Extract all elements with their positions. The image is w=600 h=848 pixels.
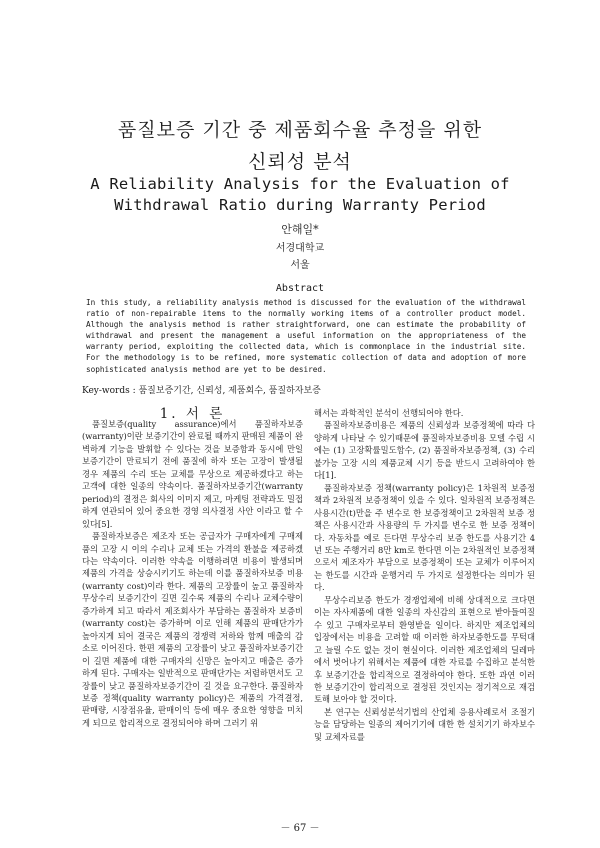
section-heading-introduction: 1. 서 론 <box>159 406 226 422</box>
city: 서울 <box>290 260 310 271</box>
title-korean-line2: 신뢰성 분석 <box>248 151 352 173</box>
paragraph: 품질하자보증비용은 제품의 신뢰성과 보증정책에 따라 다양하게 나타날 수 있기때문에 품질하자보증비용 모델 수립 시에는 (1) 고장확률밀도함수, (2) 품질하자보증정책, (3) 수리 불가능 고장 시의 제품교체 시기 등을 반드시 고려하여야 한다[1]. <box>314 420 535 481</box>
title-english-line1: A Reliability Analysis for the Evaluation of <box>90 175 510 193</box>
right-column <box>314 407 535 743</box>
left-column <box>82 418 303 729</box>
affiliation: 서경대학교 <box>275 243 325 254</box>
paragraph: 본 연구는 신뢰성분석기법의 산업체 응용사례로서 조절기능을 담당하는 일종의 제어기기에 대한 한 설치기기 하자보수 및 교체자료를 <box>314 706 535 742</box>
paragraph: 해서는 과학적인 분석이 선행되어야 한다. <box>314 408 464 418</box>
author: 안해일* <box>281 223 319 236</box>
paragraph: 무상수리보증 한도가 경쟁업체에 비해 상대적으로 크다면 이는 자사제품에 대한 일종의 자신감의 표현으로 받아들여질 수 있고 구매자로부터 환영받을 일이다. 하지만 제조업체의 입장에서는 비용을 고려할 때 이러한 하자보증한도를 무턱대고 늘릴 수도 없는 것이 현실이다. 이러한 제조업체의 딜레마에서 벗어나기 위해서는 제품에 대한 자료를 수집하고 분석한 후 보증기간을 합리적으로 결정하여야 한다. 또한 과연 이러한 보증기간이 합리적으로 결정된 것인지는 정기적으로 재검토해 보아야 할 것이다. <box>314 594 535 705</box>
paragraph: 품질하자보증은 제조자 또는 공급자가 구매자에게 구매제품의 고장 시 이의 수리나 교체 또는 가격의 환불을 제공하겠다는 약속이다. 이러한 약속을 이행하려면 비용이 발생되며 제품의 가격을 상승시키기도 하는데 이를 품질하자보증 비용(warranty cost)이라 한다. 제품의 고장률이 높고 품질하자 무상수리 보증기간이 길면 길수록 제품의 수리나 교체수량이 증가하게 되고 따라서 제조회사가 부담하는 품질하자 보증비(warranty cost)는 증가하며 이로 인해 제품의 판매단가가 높아지게 되어 결국은 제품의 경쟁력 저하와 함께 매출의 감소로 이어진다. 한편 제품의 고장률이 낮고 품질하자보증기간이 길면 제품에 대한 구매자의 신망은 높아지고 매출은 증가하게 된다. 구매자는 일반적으로 판매단가는 저렴하면서도 고장률이 낮고 품질하자보증기간이 길 것을 요구한다. 품질하자보증 정책(quality warranty policy)은 제품의 가격결정, 판매량, 시장점유율, 판매이익 등에 매우 중요한 영향을 미치게 되므로 합리적으로 결정되어야 하며 그러기 위 <box>82 531 303 728</box>
abstract-heading: Abstract <box>275 283 325 294</box>
paragraph: 품질하자보증 정책(warranty policy)은 1차원적 보증정책과 2차원적 보증정책이 있을 수 있다. 일차원적 보증정책은 사용시간(t)만을 주 변수로 한 보증정책이고 2차원적 보증 정책은 사용시간과 사용량의 두 가지를 변수로 한 보증 정책이다. 자동차를 예로 든다면 무상수리 보증 한도를 사용기간 4년 또는 주행거리 8만 km로 한다면 이는 2차원적인 보증정책으로서 제조자가 부담으로 보증정책이 또는 교체가 이루어지는 한도를 시간과 운행거리 두 가지로 설정한다는 의미가 된다. <box>314 482 535 593</box>
paragraph: 품질보증(quality assurance)에서 품질하자보증(warranty)이란 보증기간이 완료될 때까지 판매된 제품이 완벽하게 기능을 발휘할 수 있다는 것을 보증함과 동시에 만일 보증기간이 만료되기 전에 품질에 하자 또는 고장이 발생될 경우 제품의 수리 또는 교체를 무상으로 제공하겠다고 하는 고객에 대한 일종의 약속이다. 품질하자보증기간(warranty period)의 결정은 회사의 이미지 제고, 마케팅 전략과도 밀접하게 연관되어 있어 중요한 경영 의사결정 사안 이라고 할 수 있다[5]. <box>82 419 303 529</box>
abstract-text: In this study, a reliability analysis method is discussed for the evaluation of the withdrawal ratio of non-repairable items to the normally working items of a controller product model. Although the analysis method is rather straightforward, one can estimate the probability of withdrawal and present the management a useful information on the appropriateness of the warranty period, exploiting the collected data, which is commonplace in the industrial site. For the methodology is to be refined, more systematic collection of data and adoption of more sophisticated analysis method are yet to be desired. <box>86 298 526 374</box>
keywords: Key-words : 품질보증기간, 신뢰성, 제품회수, 품질하자보증 <box>82 386 321 396</box>
page-number: － 67 － <box>280 823 320 834</box>
title-english-line2: Withdrawal Ratio during Warranty Period <box>114 196 486 214</box>
title-korean-line1: 품질보증 기간 중 제품회수율 추정을 위한 <box>117 119 483 141</box>
